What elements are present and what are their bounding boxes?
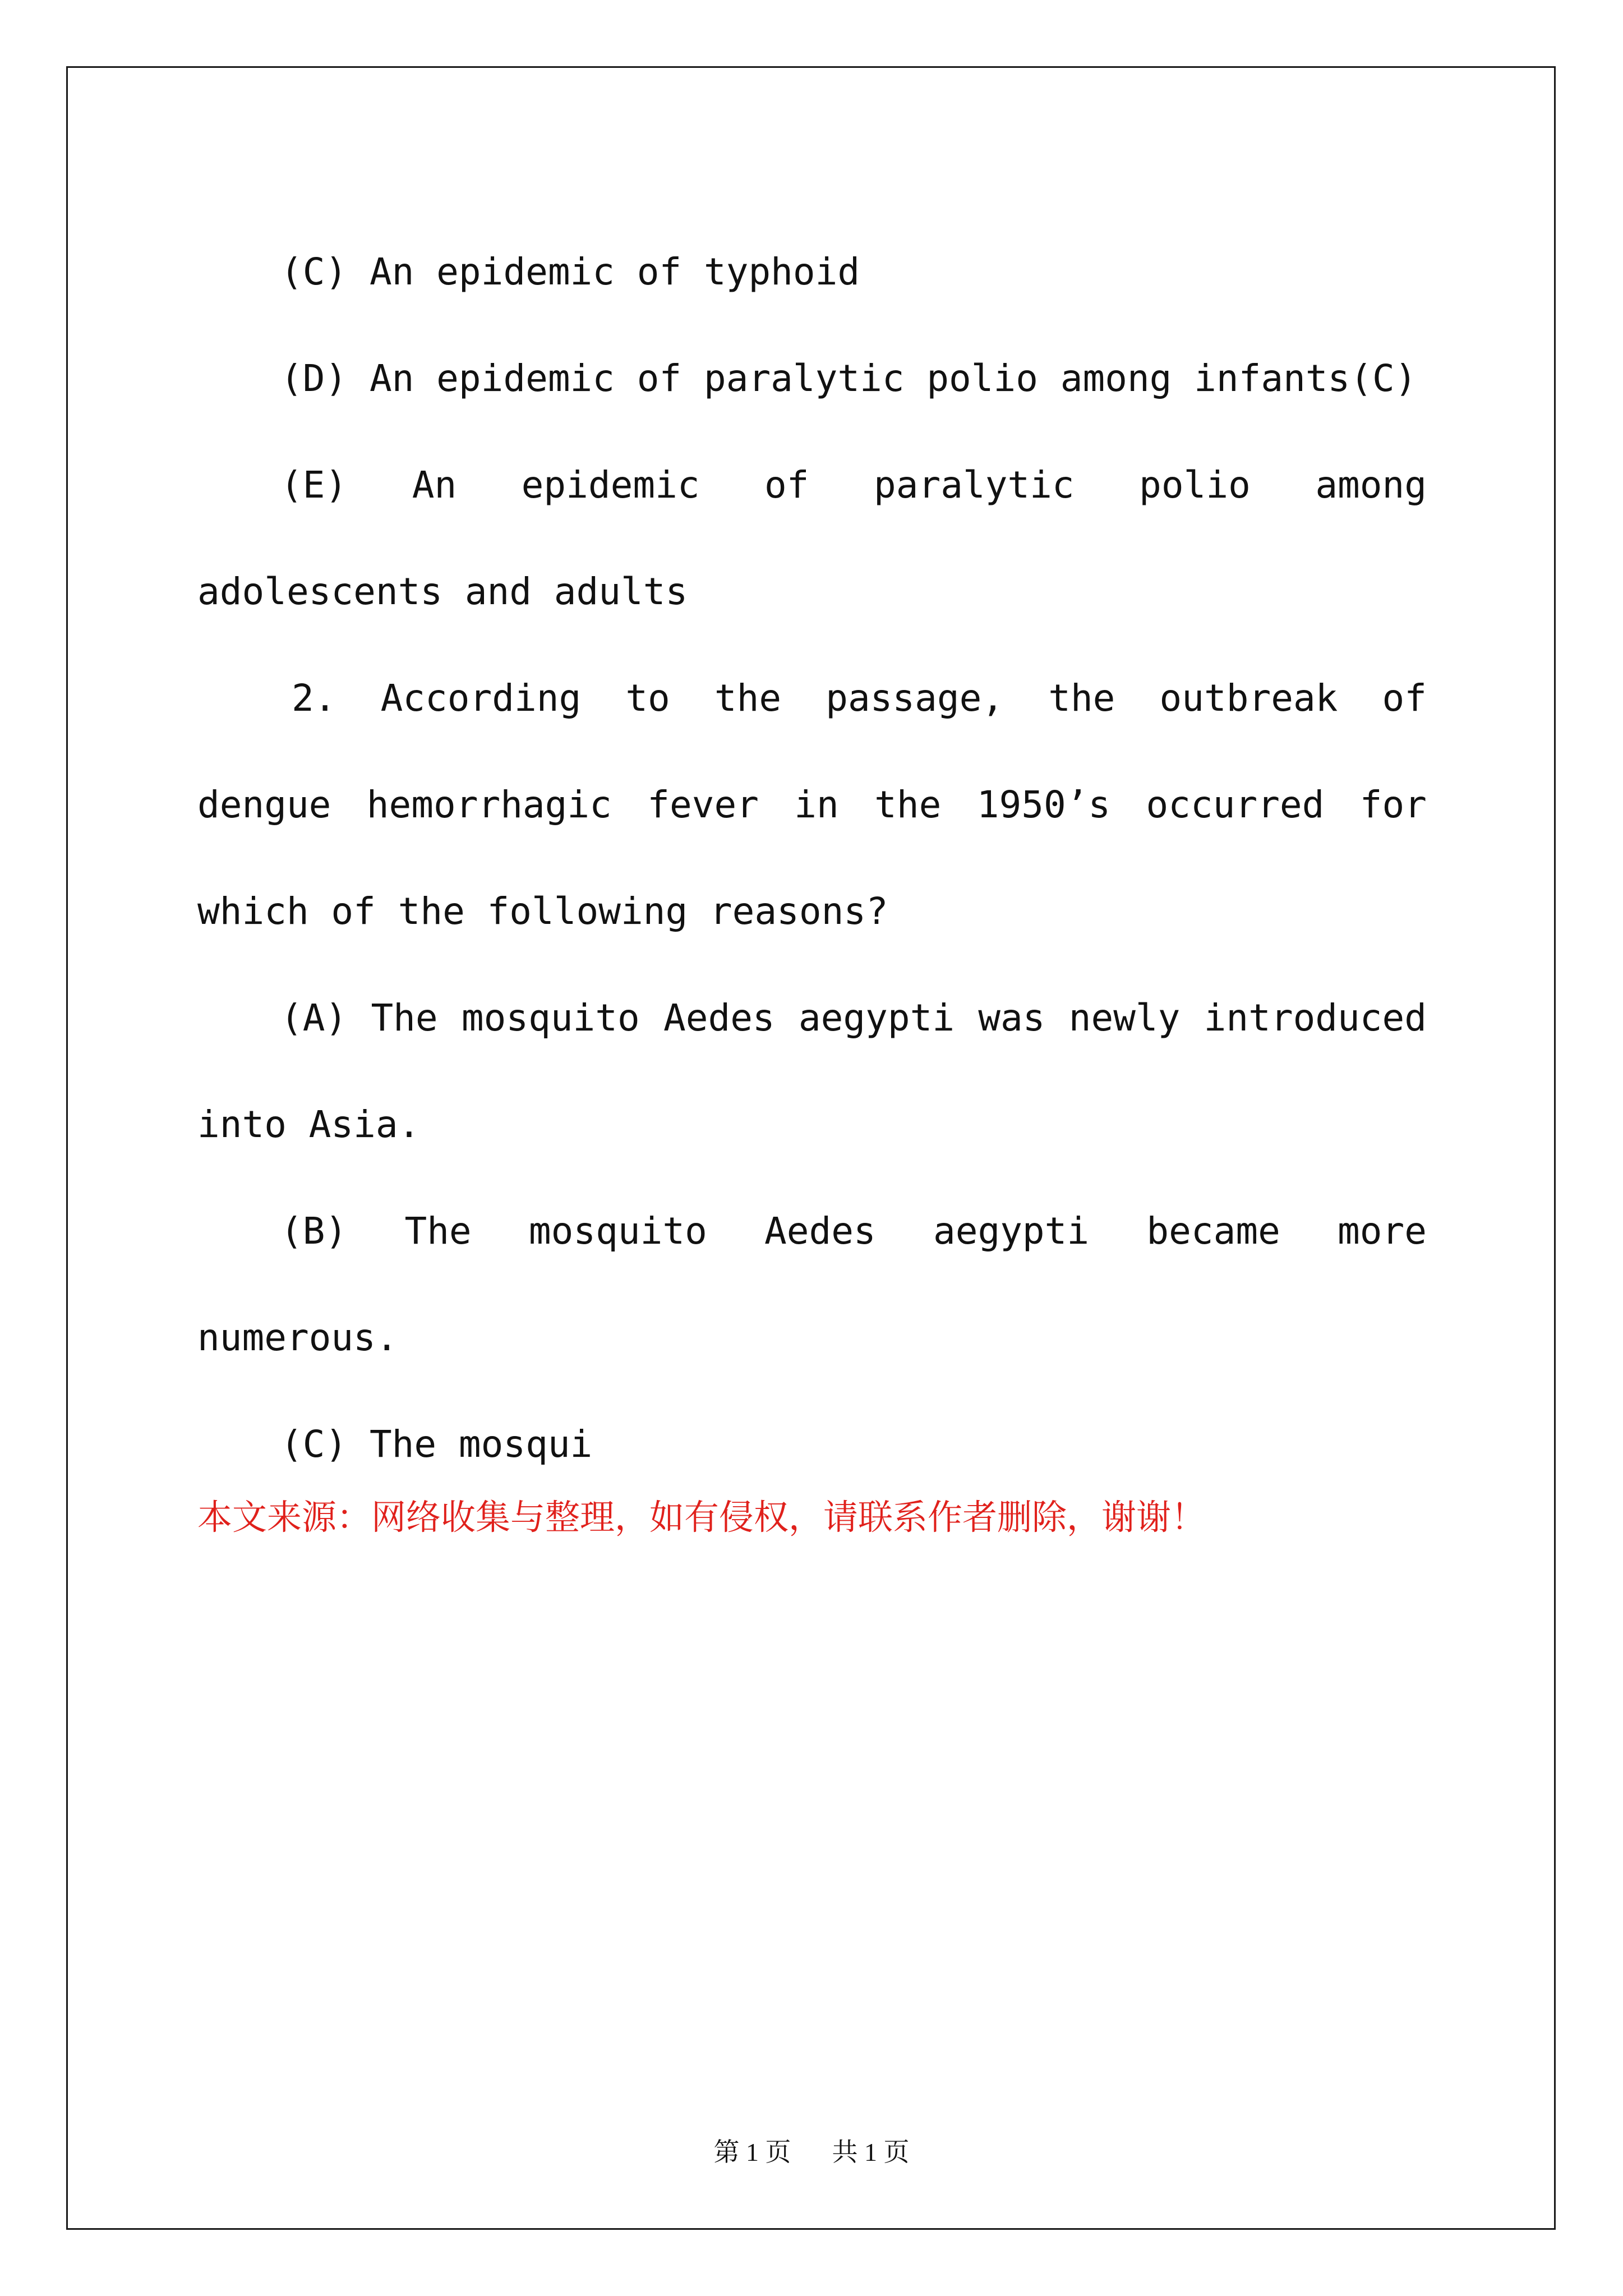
total-pages-label: 共 1 页	[832, 2138, 910, 2166]
option-c-mosqui: (C) The mosqui	[280, 1423, 593, 1466]
option-c-typhoid: (C) An epidemic of typhoid	[280, 250, 860, 293]
document-body	[197, 219, 1427, 1498]
question-2: 2. According to the passage, the outbreak of dengue hemorrhagic fever in the 1950’s occurred for which of the following reasons?	[197, 677, 1427, 933]
option-d-infants: (D) An epidemic of paralytic polio among infants(C)	[280, 357, 1417, 400]
page-number-label: 第 1 页	[713, 2138, 791, 2166]
option-b-numerous: (B) The mosquito Aedes aegypti became more numerous.	[197, 1209, 1427, 1359]
option-e-adolescents: (E) An epidemic of paralytic polio among adolescents and adults	[197, 463, 1427, 613]
page-footer	[0, 2132, 1623, 2169]
copyright-notice: 本文来源：网络收集与整理，如有侵权，请联系作者删除，谢谢！	[197, 1497, 1206, 1538]
option-a-asia: (A) The mosquito Aedes aegypti was newly introduced into Asia.	[197, 996, 1427, 1146]
